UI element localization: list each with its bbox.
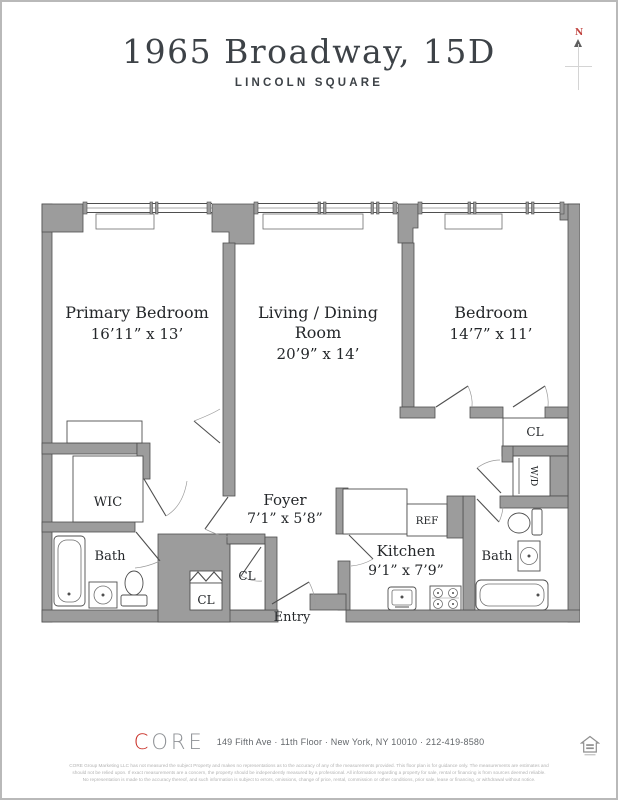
- door-wic: [144, 479, 187, 516]
- label-kitchen-dims: 9’1” x 7’9”: [368, 563, 444, 579]
- kitchen-sink: [388, 587, 416, 610]
- window-band-primary: [83, 202, 212, 214]
- footer: [2, 730, 616, 784]
- compass-vertical-line: [578, 44, 579, 90]
- label-bedroom-dims: 14’7” x 11’: [449, 325, 533, 343]
- toilet-left: [121, 571, 147, 606]
- door-primary-bedroom: [194, 409, 220, 443]
- toilet-right: [508, 509, 542, 535]
- radiator-bedroom: [445, 214, 502, 229]
- page-title: 1965 Broadway, 15D: [122, 32, 496, 71]
- core-logo-rest: ORE: [151, 730, 205, 754]
- label-bath-right: Bath: [481, 549, 513, 564]
- window-band-bedroom: [418, 202, 564, 214]
- label-wic: WIC: [93, 495, 123, 510]
- kitchen-counter: [343, 489, 407, 534]
- label-living-dining-dims: 20’9” x 14’: [276, 345, 360, 363]
- page-subtitle: LINCOLN SQUARE: [234, 77, 384, 89]
- door-kitchen: [349, 535, 373, 566]
- label-bath-left: Bath: [94, 549, 126, 564]
- label-closet-large: CL: [238, 569, 256, 583]
- core-logo-c: C: [133, 730, 152, 754]
- disclaimer-line-3: No representation is made to the accuracy thereof, and such information is subject to errors, omissions, change of price, rental, commission or other conditions, prior sale, lease or financing, or withdrawal without notice.: [82, 778, 536, 783]
- compass-north-indicator: [562, 28, 596, 94]
- label-living-dining-1: Living / Dining: [258, 303, 378, 322]
- label-refrigerator: REF: [415, 515, 439, 527]
- door-bedroom-hall: [436, 386, 472, 407]
- windows: [83, 202, 564, 229]
- compass-north-label: N: [575, 28, 584, 38]
- disclaimer-line-2: should not be relied upon. If exact measurements are a concern, the property should be independently measured by a professional. All information regarding a property for sale, rental or financing is from sources deemed reliable.: [72, 771, 546, 776]
- floor-plan: [40, 194, 580, 631]
- primary-bedroom-dresser: [67, 421, 142, 443]
- header: [2, 32, 616, 89]
- equal-housing-icon: [580, 735, 600, 762]
- door-foyer: [205, 497, 229, 537]
- door-entry: [272, 582, 315, 607]
- door-bath-right: [477, 499, 503, 522]
- label-entry: Entry: [273, 610, 311, 625]
- label-living-dining-2: Room: [294, 323, 342, 342]
- label-closet-small: CL: [197, 593, 215, 607]
- bathtub-left: [54, 536, 85, 606]
- label-primary-bedroom: Primary Bedroom: [65, 303, 209, 322]
- sink-left: [89, 582, 117, 608]
- label-primary-bedroom-dims: 16’11” x 13’: [90, 325, 184, 343]
- door-closet-bedroom: [513, 386, 548, 407]
- radiator-primary: [96, 214, 154, 229]
- window-band-living: [254, 202, 398, 214]
- door-washer-dryer: [477, 460, 501, 493]
- label-closet-bedroom: CL: [526, 425, 544, 439]
- label-foyer-dims: 7’1” x 5’8”: [247, 511, 323, 527]
- stove: [430, 586, 461, 610]
- legal-disclaimer: [40, 763, 578, 784]
- radiator-living: [263, 214, 363, 229]
- door-bath-left: [135, 532, 160, 568]
- core-logo: [134, 730, 205, 754]
- compass-horizontal-line: [565, 66, 592, 67]
- office-address: 149 Fifth Ave · 11th Floor · New York, NY 10010 · 212-419-8580: [216, 737, 485, 747]
- sink-right: [518, 541, 540, 571]
- floor-plan-svg: [40, 194, 580, 626]
- disclaimer-line-1: CORE Group Marketing LLC has not measured the subject Property and makes no representations as to the accuracy of any of the measurements provided. This floor plan is for guidance only. The measurements are estimates and: [69, 764, 549, 769]
- label-bedroom: Bedroom: [454, 303, 528, 322]
- label-foyer: Foyer: [263, 491, 307, 509]
- brand-row: [2, 730, 616, 754]
- wic-closet-outline: [73, 456, 143, 522]
- bathtub-right: [476, 580, 548, 610]
- label-kitchen: Kitchen: [376, 542, 436, 560]
- label-washer-dryer: W/D: [528, 465, 539, 487]
